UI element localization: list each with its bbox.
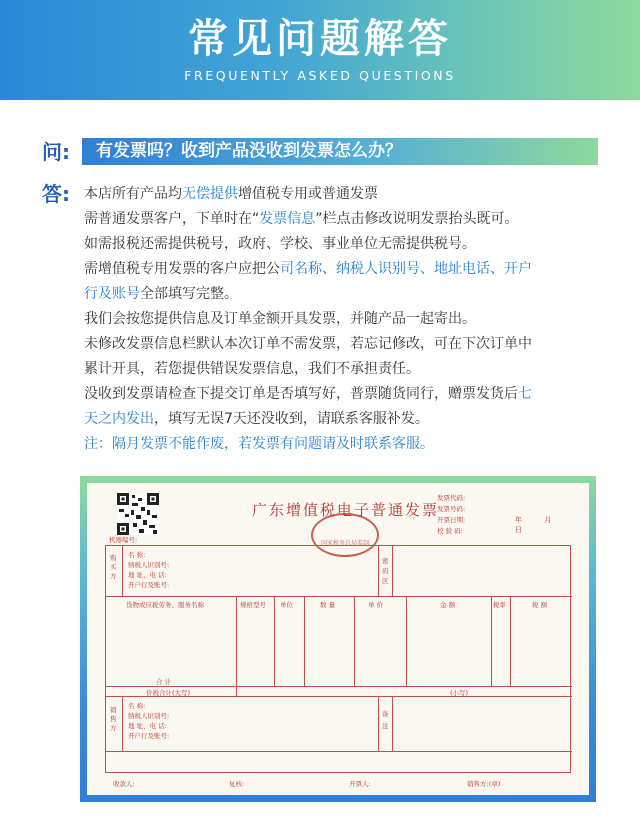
highlight-text: 发票信息 bbox=[259, 211, 316, 227]
highlight-text: 七 bbox=[518, 386, 532, 402]
answer-line: 天之内发出，填写无误7天还没收到，请联系客服补发。 bbox=[84, 411, 429, 427]
page-subtitle: FREQUENTLY ASKED QUESTIONS bbox=[184, 68, 456, 83]
invoice-table: 购买方 名 称: 纳税人识别号: 地 址、电 话: 开户行及账号: 密码区 货物或应税劳务、服务名称 规格型号 单位 数 量 单 价 金 额 税率 税 额 合 计 价税合计(大写) (小写) 销售方 名 称: 纳税人识别号: 地 址、电 话: 开户行及账号: 备注 bbox=[105, 545, 571, 773]
answer-line: 未修改发票信息栏默认本次订单不需发票，若忘记修改，可在下次订单中 bbox=[84, 336, 532, 352]
answer-line: 本店所有产品均无偿提供增值税专用或普通发票 bbox=[84, 186, 378, 202]
answer-prefix: 答: bbox=[42, 182, 70, 206]
answer-note: 注：隔月发票不能作废，若发票有问题请及时联系客服。 bbox=[84, 436, 434, 452]
answer-line: 累计开具，若您提供错误发票信息，我们不承担责任。 bbox=[84, 361, 420, 377]
answer-line: 没收到发票请检查下提交订单是否填写好，普票随货同行，赠票发货后七 bbox=[84, 386, 532, 402]
machine-number-label: 机器编号: bbox=[109, 536, 138, 544]
highlight-text: 天之内发出 bbox=[84, 411, 154, 427]
answer-line: 我们会按您提供信息及订单金额开具发票，并随产品一起寄出。 bbox=[84, 311, 476, 327]
answer-body bbox=[84, 182, 604, 457]
invoice-sample: 广东增值税电子普通发票 国家税务总局监制 发票代码: 发票号码: 开票日期: 校 验 码: 年 月 日 机器编号: 购买方 名 称: 纳税人识别号: 地 址、电 话: 开户行及账号: 密码区 货物或应税劳务、服务名称 规格型号 单位 数 量 单 价 金 额 税率 税 额 合 计 价税合计(大写) (小写) 销售方 名 称: 纳税人识别号: 地 址、电 话: 开户行及账号: 备注 收款人: 复核: 开票人: 销售方:(章) bbox=[87, 483, 589, 795]
highlight-text: 行及账号 bbox=[84, 286, 140, 302]
highlight-text: 无偿提供 bbox=[182, 186, 238, 202]
answer-line: 如需报税还需提供税号，政府、学校、事业单位无需提供税号。 bbox=[84, 236, 476, 252]
question-text: 有发票吗？收到产品没收到发票怎么办？ bbox=[82, 138, 598, 165]
invoice-meta: 发票代码: 发票号码: 开票日期: 校 验 码: bbox=[437, 494, 466, 535]
invoice-date-units: 年 月 日 bbox=[515, 516, 562, 534]
tax-seal: 国家税务总局监制 bbox=[311, 513, 379, 557]
question-prefix: 问: bbox=[42, 140, 70, 164]
qr-code-icon bbox=[117, 493, 159, 535]
buyer-fields: 名 称: 纳税人识别号: 地 址、电 话: 开户行及账号: bbox=[128, 551, 170, 589]
answer-line: 需普通发票客户，下单时在“发票信息”栏点击修改说明发票抬头既可。 bbox=[84, 211, 519, 227]
page-title: 常见问题解答 bbox=[188, 16, 452, 62]
question-row bbox=[42, 138, 598, 166]
seller-fields: 名 称: 纳税人识别号: 地 址、电 话: 开户行及账号: bbox=[128, 702, 170, 740]
answer-line: 行及账号全部填写完整。 bbox=[84, 286, 238, 302]
answer-line: 需增值税专用发票的客户应把公司名称、纳税人识别号、地址电话、开户 bbox=[84, 261, 532, 277]
invoice-title: 广东增值税电子普通发票 bbox=[252, 501, 440, 519]
invoice-image-frame bbox=[80, 476, 596, 802]
header-banner bbox=[0, 0, 640, 100]
highlight-text: 司名称、纳税人识别号、地址电话、开户 bbox=[280, 261, 532, 277]
